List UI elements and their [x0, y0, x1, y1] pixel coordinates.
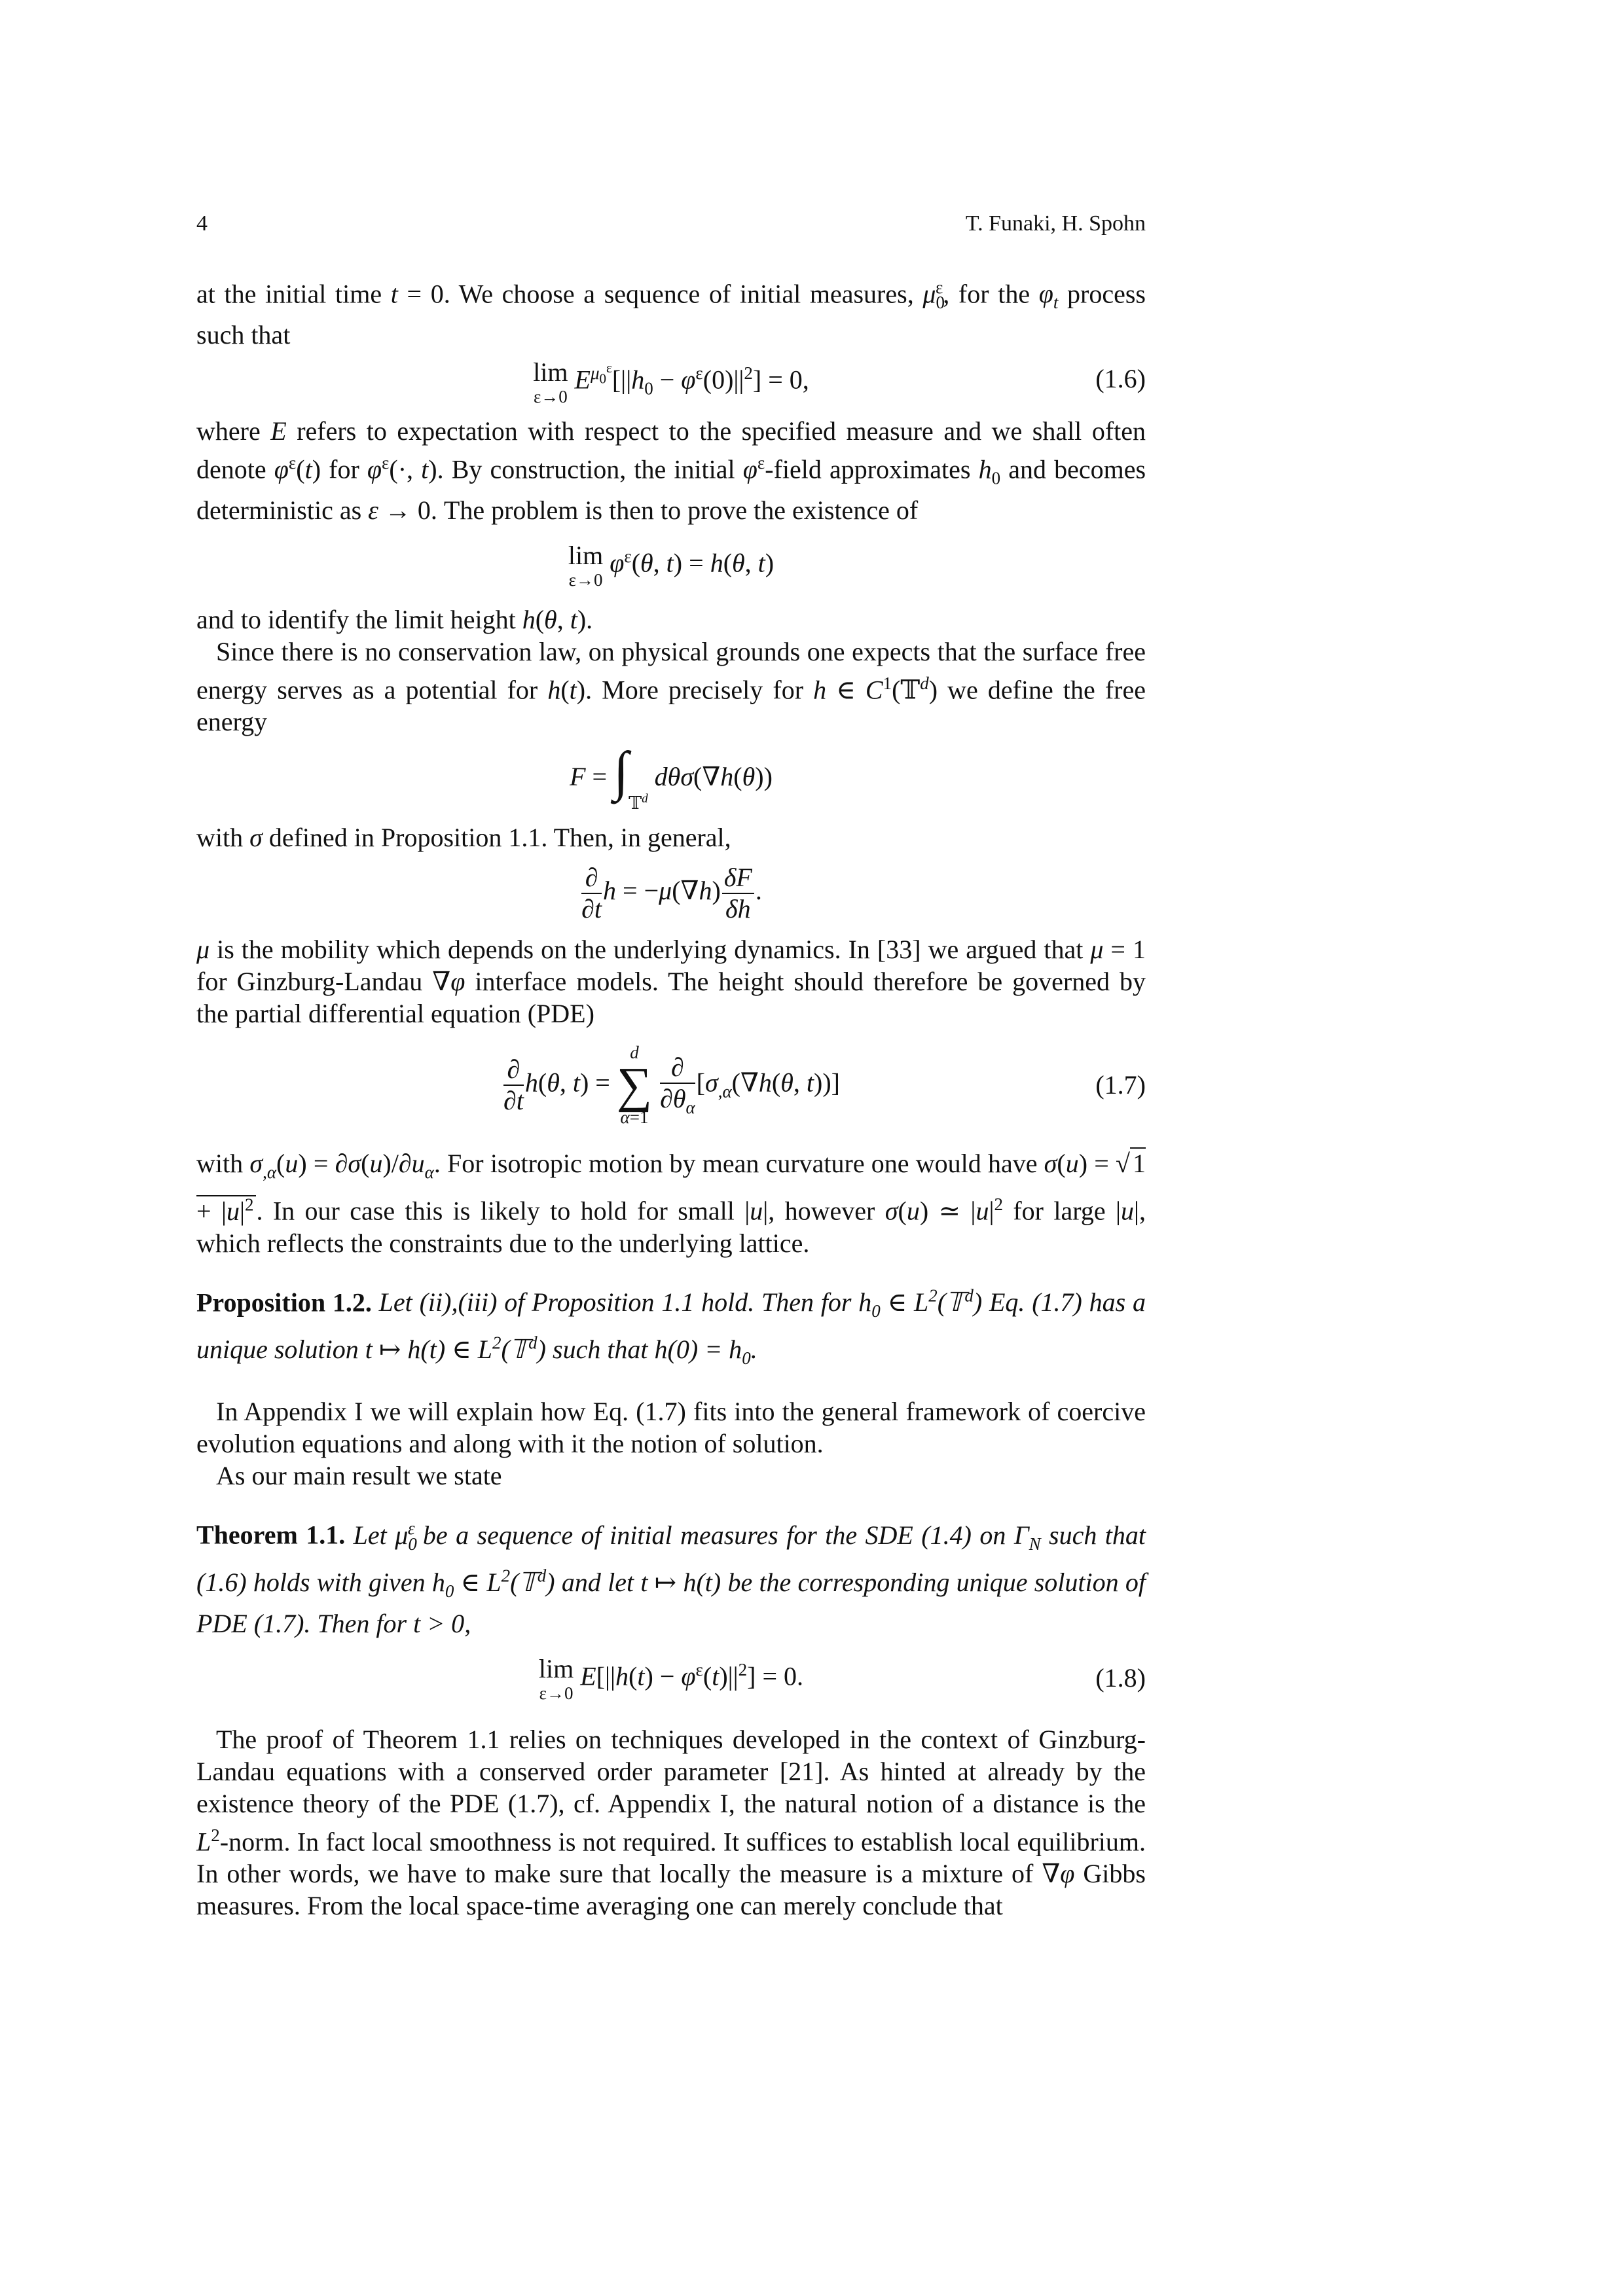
- theorem-label: Theorem 1.1.: [196, 1520, 346, 1550]
- main-text: [196, 272, 1146, 1922]
- equation-number-1-8: (1.8): [1095, 1662, 1146, 1693]
- page-number: 4: [196, 211, 208, 236]
- paragraph-sigma: with σ defined in Proposition 1.1. Then, in general,: [196, 823, 731, 853]
- equation-gradient-flow: $\frac{\partial}{\partial t}$ h = −μ(∇h) $\frac{\delta F}{\delta h}$ .: [581, 863, 762, 924]
- equation-limit: lim ε→0 $\varphi^\varepsilon(\theta$, t) = h(θ, t): [568, 540, 775, 590]
- equation-free-energy: $F = \int_{𝕋^d}$ dθσ(∇h(θ)): [570, 741, 773, 814]
- proposition-label: Proposition 1.2.: [196, 1287, 372, 1318]
- paragraph-expectation: where E refers to expectation with respect to the specified measure and we shall often denote $\varphi^\varepsilon(t)$ for $\varphi^\varepsilon(\cdot$, t). By construction, the initial $\varphi^\varepsilon$-field approximates $h_0$ and becomes deterministic as ε → 0. The problem is then to prove the existence of: [196, 416, 1146, 526]
- paragraph-limit-height: and to identify the limit height h(θ, t).: [196, 604, 593, 634]
- paragraph-mobility: μ is the mobility which depends on the underlying dynamics. In [33] we argued that μ = 1 for Ginzburg-Landau ∇φ interface models. The height should therefore be governed by the partial differential equation (PDE): [196, 935, 1146, 1029]
- proposition-1-2: Proposition 1.2. Let (ii),(iii) of Proposition 1.1 hold. Then for $h_0$ ∈ $L^2(𝕋^d)$ Eq. (1.7) has a unique solution t ↦ h(t) ∈ $L^2(𝕋^d)$ such that $h(0) = h_0$.: [196, 1285, 1146, 1369]
- paragraph-initial-measures: at the initial time t = 0. We choose a sequence of initial measures, $\mu_0^\varepsilon$, for the $\varphi_t$ process such that: [196, 278, 1146, 350]
- paragraph-free-energy: Since there is no conservation law, on physical grounds one expects that the surface free energy serves as a potential for h(t). More precisely for h ∈ $C^1(𝕋^d)$ we define the free energy: [196, 636, 1146, 737]
- equation-1-7: $\frac{\partial}{\partial t}$ h(θ, t) = d ∑ α=1 $\frac{\partial}{\partial\theta_\alpha}$ [$\sigma_{,\alpha}(\nabla h(\theta$, t))] (1.7): [503, 1043, 1146, 1128]
- equation-number-1-6: (1.6): [1095, 364, 1146, 394]
- paragraph-proof-outline: The proof of Theorem 1.1 relies on techniques developed in the context of Ginzburg-Landau equations with a conserved order parameter [21]. As hinted at already by the existence theory of the PDE (1.7), cf. Appendix I, the natural notion of a distance is the $L^2$-norm. In fact local smoothness is not required. It suffices to establish local equilibrium. In other words, we have to make sure that locally the measure is a mixture of ∇φ Gibbs measures. From the local space-time averaging one can merely conclude that: [196, 1724, 1146, 1921]
- theorem-1-1: Theorem 1.1. Let $\mu_0^\varepsilon$ be a sequence of initial measures for the SDE (1.4) on $\Gamma_N$ such that (1.6) holds with given $h_0$ ∈ $L^2(𝕋^d)$ and let t ↦ h(t) be the corresponding unique solution of PDE (1.7). Then for t > 0,: [196, 1518, 1146, 1639]
- paragraph-isotropic: with $\sigma_{,\alpha}(u) = \partial\sigma(u)/\partial u_\alpha$. For isotropic motion by mean curvature one would have σ(u) = √ $1 + |u|^2$ . In our case this is likely to hold for small |u|, however σ(u) ≃ $|u|^2$ for large |u|, which reflects the constraints due to the underlying lattice.: [196, 1149, 1146, 1258]
- running-head: T. Funaki, H. Spohn: [965, 211, 1146, 236]
- equation-number-1-7: (1.7): [1095, 1070, 1146, 1100]
- page-header: [196, 208, 1146, 240]
- paragraph-main-result: As our main result we state: [216, 1461, 502, 1491]
- equation-1-6: lim ε→0 $E^{\mu_0^\varepsilon}[||h_0 - \varphi^\varepsilon(0)||^2] = 0$, (1.6): [533, 357, 1146, 406]
- paragraph-appendix: In Appendix I we will explain how Eq. (1.7) fits into the general framework of coercive evolution equations and along with it the notion of solution.: [196, 1397, 1146, 1459]
- equation-1-8: lim ε→0 $E[||h(t) - \varphi^\varepsilon(t)||^2] = 0$. (1.8): [538, 1653, 1146, 1703]
